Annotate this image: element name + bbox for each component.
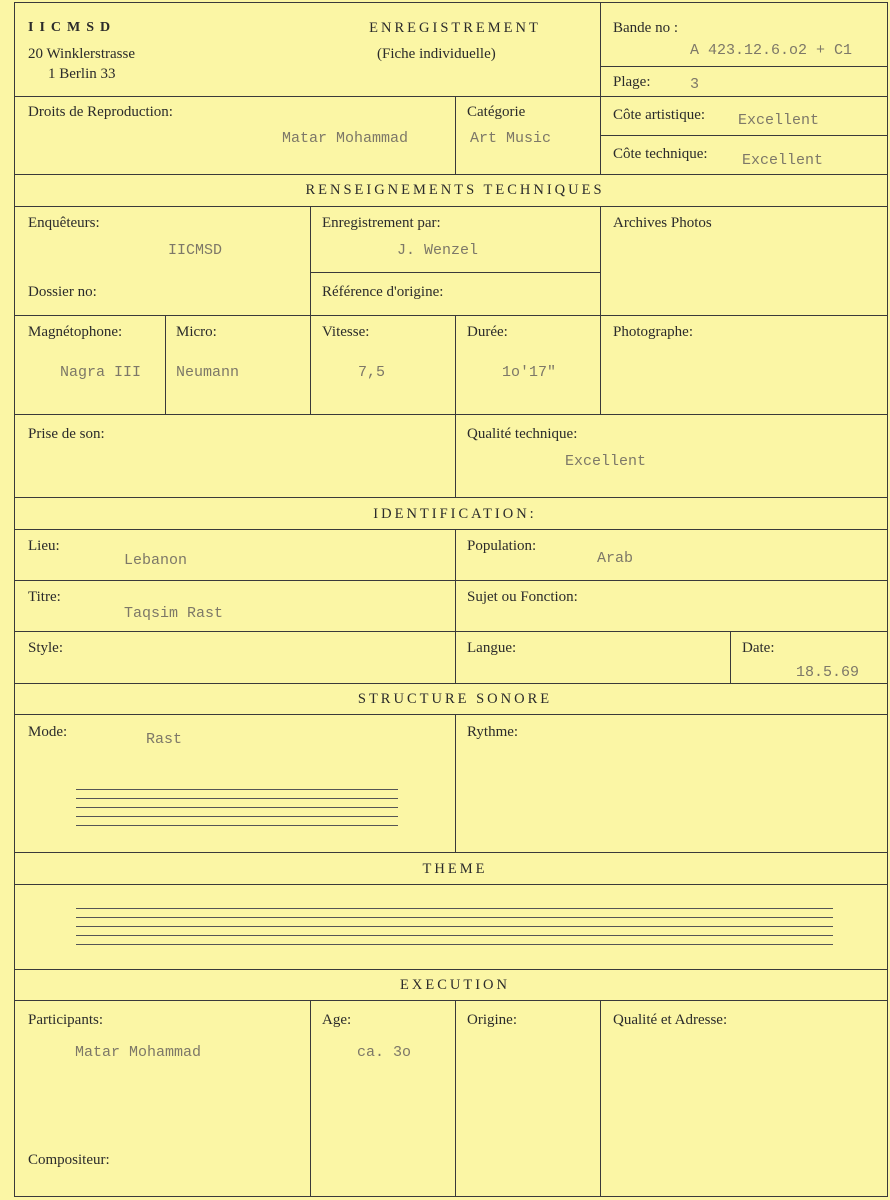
technical-section-title: RENSEIGNEMENTS TECHNIQUES [305,182,605,198]
lieu-value: Lebanon [124,552,188,569]
prise-de-son-label: Prise de son: [28,426,105,442]
rule-v-exec-1 [310,1000,311,1196]
rule-theme-bottom [14,969,888,970]
staff-line [76,917,833,918]
date-label: Date: [742,640,775,656]
rythme-label: Rythme: [467,724,519,740]
droits-value: Matar Mohammad [282,130,409,147]
staff-line [76,798,398,799]
staff-line [76,908,833,909]
rule-style-bottom [14,683,888,684]
rule-v-tech-1 [310,206,311,414]
mode-value: Rast [146,731,183,748]
lieu-label: Lieu: [28,538,60,554]
magnetophone-value: Nagra III [60,364,142,381]
reference-label: Référence d'origine: [322,284,444,300]
qualite-adresse-label: Qualité et Adresse: [613,1012,728,1028]
rule-mode-bottom [14,852,888,853]
staff-line [76,816,398,817]
rule-v-categorie [455,96,456,174]
theme-section-title: THEME [422,861,488,877]
rule-v-exec-2 [455,1000,456,1196]
plage-value: 3 [690,76,700,93]
staff-line [76,926,833,927]
rule-v-date [730,631,731,683]
qualite-technique-value: Excellent [565,453,647,470]
staff-line [76,789,398,790]
age-value: ca. 3o [357,1044,412,1061]
compositeur-label: Compositeur: [28,1152,110,1168]
categorie-label: Catégorie [467,104,526,120]
sujet-label: Sujet ou Fonction: [467,589,578,605]
rule-header-bottom [14,96,888,97]
participants-value: Matar Mohammad [75,1044,202,1061]
rule-enreg-ref [310,272,600,273]
staff-line [76,825,398,826]
staff-line [76,935,833,936]
rule-theme-title-bottom [14,884,888,885]
form-title: ENREGISTREMENT [369,20,541,36]
execution-section-title: EXECUTION [400,977,510,993]
rule-ident-title-bottom [14,529,888,530]
photographe-label: Photographe: [613,324,693,340]
rule-exec-title-bottom [14,1000,888,1001]
rule-top [14,2,888,3]
droits-label: Droits de Reproduction: [28,104,173,120]
langue-label: Langue: [467,640,517,656]
mode-label: Mode: [28,724,68,740]
rule-rights-bottom [14,174,888,175]
rule-v-rythme [455,714,456,852]
rule-prise-bottom [14,497,888,498]
rule-v-qualite [455,414,456,497]
micro-value: Neumann [176,364,240,381]
address-line-1: 20 Winklerstrasse [28,46,136,62]
age-label: Age: [322,1012,352,1028]
archives-photos-label: Archives Photos [613,215,712,231]
form-subtitle: (Fiche individuelle) [377,46,496,62]
dossier-label: Dossier no: [28,284,97,300]
enqueteurs-label: Enquêteurs: [28,215,100,231]
enregistrement-par-label: Enregistrement par: [322,215,441,231]
rule-v-header [600,2,601,174]
bande-label: Bande no : [613,20,678,36]
border-left [14,2,15,1197]
qualite-technique-label: Qualité technique: [467,426,578,442]
rule-v-duree [455,315,456,414]
rule-equipment-bottom [14,414,888,415]
rule-tech-title-bottom [14,206,888,207]
rule-dossier-bottom [14,315,888,316]
rule-v-tech-2 [600,206,601,414]
rule-cote [600,135,888,136]
identification-section-title: IDENTIFICATION: [373,506,537,522]
vitesse-value: 7,5 [358,364,386,381]
plage-label: Plage: [613,74,651,90]
border-right [887,2,888,1197]
rule-bottom [14,1196,888,1197]
rule-v-exec-3 [600,1000,601,1196]
population-label: Population: [467,538,537,554]
structure-section-title: STRUCTURE SONORE [357,691,553,707]
cote-artistique-label: Côte artistique: [613,107,706,123]
rule-v-micro [165,315,166,414]
date-value: 18.5.69 [796,664,860,681]
address-line-2: 1 Berlin 33 [48,66,116,82]
categorie-value: Art Music [470,130,552,147]
institute-logo: IICMSD [28,20,117,35]
staff-line [76,807,398,808]
enqueteurs-value: IICMSD [168,242,223,259]
micro-label: Micro: [176,324,217,340]
duree-value: 1o'17" [502,364,557,381]
enregistrement-par-value: J. Wenzel [397,242,479,259]
duree-label: Durée: [467,324,508,340]
style-label: Style: [28,640,64,656]
participants-label: Participants: [28,1012,103,1028]
cote-artistique-value: Excellent [738,112,820,129]
cote-technique-label: Côte technique: [613,146,708,162]
cote-technique-value: Excellent [742,152,824,169]
rule-lieu-bottom [14,580,888,581]
origine-label: Origine: [467,1012,517,1028]
magnetophone-label: Magnétophone: [28,324,123,340]
titre-label: Titre: [28,589,61,605]
vitesse-label: Vitesse: [322,324,370,340]
rule-bande-plage [600,66,888,67]
rule-struct-title-bottom [14,714,888,715]
rule-titre-bottom [14,631,888,632]
titre-value: Taqsim Rast [124,605,224,622]
bande-value: A 423.12.6.o2 + C1 [690,42,853,59]
rule-v-ident [455,529,456,683]
staff-line [76,944,833,945]
population-value: Arab [597,550,634,567]
